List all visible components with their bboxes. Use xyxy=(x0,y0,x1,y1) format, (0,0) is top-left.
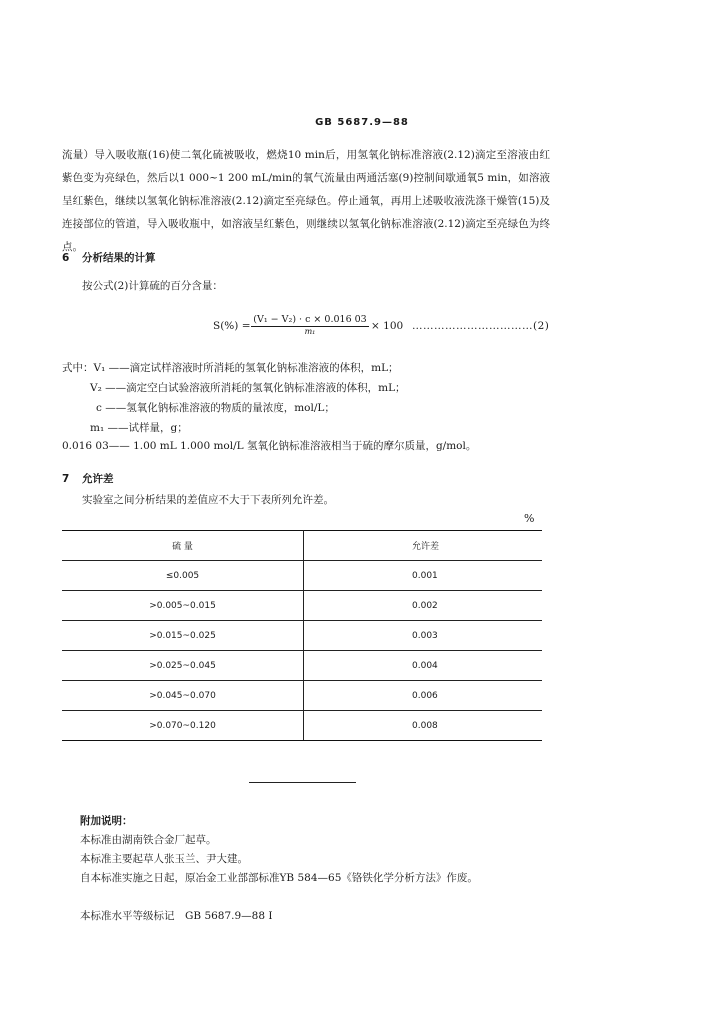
table-row xyxy=(62,681,542,711)
variable-v1: 式中：V₁ ——滴定试样溶液时所消耗的氢氧化钠标准溶液的体积，mL； xyxy=(62,362,399,374)
section-6-title: 分析结果的计算 xyxy=(82,252,156,264)
section-7-heading xyxy=(62,471,114,486)
notes-title: 附加说明： xyxy=(80,815,133,827)
additional-notes xyxy=(80,812,478,888)
header-sulfur-content: 硫 量 xyxy=(62,531,304,561)
document-header: GB 5687.9—88 xyxy=(315,117,409,128)
tolerance-cell: 0.002 xyxy=(304,591,543,621)
formula-numerator: (V₁ − V₂) · c × 0.016 03 xyxy=(251,314,369,327)
formula-denominator: m₁ xyxy=(304,327,316,336)
tolerance-cell: 0.003 xyxy=(304,621,543,651)
variable-m1: m₁ ——试样量，g； xyxy=(90,422,188,434)
formula-equation-number: ……………………………(2) xyxy=(412,320,550,332)
sulfur-range-cell: ≤0.005 xyxy=(62,561,304,591)
notes-line: 本标准由湖南铁合金厂起草。 xyxy=(80,834,217,846)
tolerance-cell: 0.001 xyxy=(304,561,543,591)
section-7-number: 7 xyxy=(62,473,70,485)
table-row xyxy=(62,561,542,591)
table-header-row xyxy=(62,531,542,561)
tolerance-cell: 0.008 xyxy=(304,711,543,741)
section-6-lead: 按公式(2)计算硫的百分含量： xyxy=(82,280,223,292)
section-7-lead: 实验室之间分析结果的差值应不大于下表所列允许差。 xyxy=(82,494,334,506)
standard-level-mark: 本标准水平等级标记 GB 5687.9—88 I xyxy=(80,910,273,922)
table-row xyxy=(62,621,542,651)
intro-paragraph: 流量）导入吸收瓶(16)使二氧化硫被吸收，燃烧10 min后，用氢氧化钠标准溶液(2.12)滴定至溶液由红紫色变为亮绿色，然后以1 000~1 200 mL/min的氧气流量由两通活塞(9)控制间歇通氧5 min，如溶液呈红紫色，继续以氢氧化钠标准溶液(2.12)滴定至亮绿色。停止通氧，再用上述吸收液洗涤干燥管(15)及连接部位的管道，导入吸收瓶中，如溶液呈红紫色，则继续以氢氧化钠标准溶液(2.12)滴定至亮绿色为终点。 xyxy=(62,149,550,253)
formula-fraction xyxy=(251,314,369,336)
end-rule xyxy=(249,782,356,783)
formula-lhs: S(%) = xyxy=(213,320,251,332)
section-6-heading xyxy=(62,250,156,265)
sulfur-range-cell: >0.015~0.025 xyxy=(62,621,304,651)
notes-line: 本标准主要起草人张玉兰、尹大建。 xyxy=(80,853,248,865)
table-row xyxy=(62,651,542,681)
variable-c: c ——氢氧化钠标准溶液的物质的量浓度，mol/L； xyxy=(96,402,335,414)
section-6-number: 6 xyxy=(62,252,70,264)
formula-multiplier: × 100 xyxy=(371,320,404,332)
header-tolerance: 允许差 xyxy=(304,531,543,561)
sulfur-range-cell: >0.005~0.015 xyxy=(62,591,304,621)
section-7-title: 允许差 xyxy=(82,473,114,485)
sulfur-range-cell: >0.025~0.045 xyxy=(62,651,304,681)
table-row xyxy=(62,591,542,621)
sulfur-range-cell: >0.045~0.070 xyxy=(62,681,304,711)
table-row xyxy=(62,711,542,741)
sulfur-range-cell: >0.070~0.120 xyxy=(62,711,304,741)
notes-line: 自本标准实施之日起，原冶金工业部部标准YB 584—65《铬铁化学分析方法》作废。 xyxy=(80,872,478,884)
variable-constant: 0.016 03—— 1.00 mL 1.000 mol/L 氢氧化钠标准溶液相当于硫的摩尔质量，g/mol。 xyxy=(62,440,477,452)
tolerance-cell: 0.006 xyxy=(304,681,543,711)
table-unit: % xyxy=(524,512,535,525)
tolerance-table xyxy=(62,530,542,741)
tolerance-cell: 0.004 xyxy=(304,651,543,681)
variable-v2: V₂ ——滴定空白试验溶液所消耗的氢氧化钠标准溶液的体积，mL； xyxy=(90,382,406,394)
